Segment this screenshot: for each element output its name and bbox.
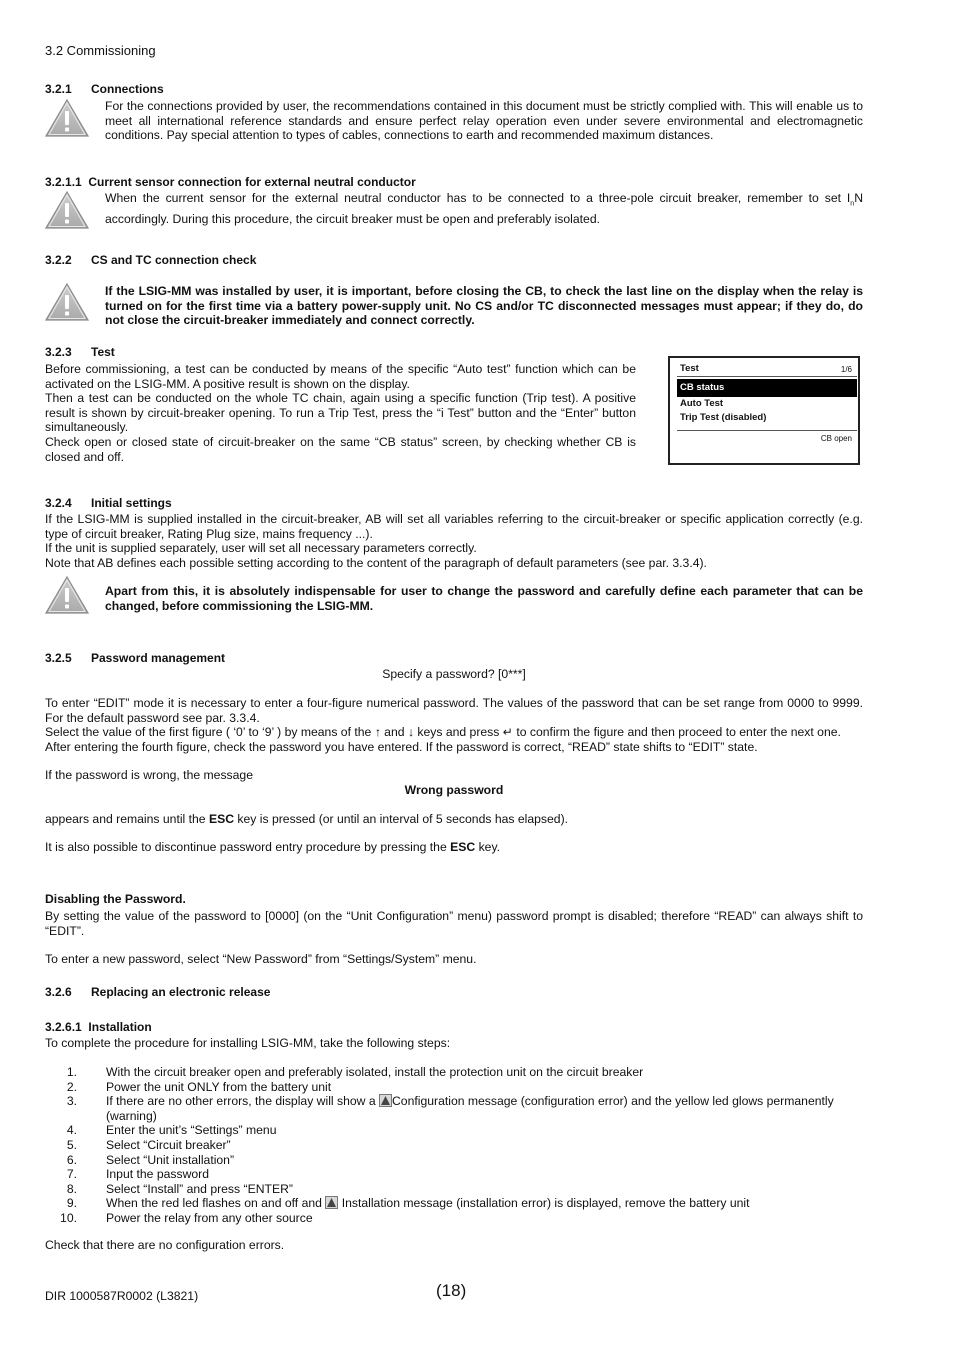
password-warning-text: Apart from this, it is absolutely indispensable for user to change the password and carefully define each parameter that can be changed, before commissioning the LSIG-MM. xyxy=(105,584,863,613)
enter-key-icon: ↵ xyxy=(502,725,513,740)
cs-tc-warning-text: If the LSIG-MM was installed by user, it is important, before closing the CB, to check the last line on the display when the relay is turned on for the first time via a battery power-supply unit. No CS and/or TC disconnected messages must appear; if they do, do not close the circuit-breaker immediately and connect correctly. xyxy=(105,284,863,328)
arrow-down-icon: ↓ xyxy=(407,725,414,740)
password-text: To enter “EDIT” mode it is necessary to enter a four-figure numerical password. The values of the password that can be set range from 0000 to 9999. For the default password see par. 3.3.4. Select the value of the first figure ( ‘0’ to ‘9’ ) by means of the ↑ and ↓ keys and press ↵ to confirm the figure and then proceed to enter the next one. After entering the fourth figure, check the password you have entered. If the password is correct, “READ” state shifts to “EDIT” state. xyxy=(45,696,863,754)
esc-text: appears and remains until the ESC key is pressed (or until an interval of 5 seconds has elapsed). xyxy=(45,812,569,826)
list-item: 8. Select “Install” and press “ENTER” xyxy=(66,1181,293,1196)
discontinue-text: It is also possible to discontinue password entry procedure by pressing the ESC key. xyxy=(45,840,501,854)
lcd-display xyxy=(668,356,860,465)
list-item: 7. Input the password xyxy=(66,1167,209,1182)
disabling-password-title: Disabling the Password. xyxy=(45,892,186,906)
heading-3-2-1-1: 3.2.1.1 Current sensor connection for external neutral conductor xyxy=(45,175,416,189)
heading-3-2-5: 3.2.5 Password management xyxy=(45,651,226,665)
neutral-sensor-text: When the current sensor for the external neutral conductor has to be connected to a three-pole circuit breaker, remember to set $I_nN$ accordingly. During this procedure, the circuit breaker must be open and preferably isolated. xyxy=(105,191,863,227)
list-item: 6. Select “Unit installation” xyxy=(66,1152,235,1167)
connections-text: For the connections provided by user, the recommendations contained in this document must be strictly complied with. This will enable us to meet all international reference standards and ensure perfect relay operation even under severe environmental and electromagnetic conditions. Pay special attention to types of cables, connections to earth and recommended maximum distances. xyxy=(105,99,863,143)
installation-steps xyxy=(45,1065,863,1226)
warning-icon xyxy=(45,99,89,137)
lcd-title: Test xyxy=(680,363,699,374)
installation-error-icon xyxy=(325,1196,338,1209)
heading-3-2-6: 3.2.6 Replacing an electronic release xyxy=(45,985,271,999)
wrong-password-message: Wrong password xyxy=(404,783,504,797)
heading-3-2-4: 3.2.4 Initial settings xyxy=(45,496,172,510)
heading-3-2-6-1: 3.2.6.1 Installation xyxy=(45,1020,152,1034)
section-title: 3.2 Commissioning xyxy=(45,43,156,58)
list-item: 3. If there are no other errors, the display will show a Configuration message (configuration error) and the yellow led glows permanently (warning) xyxy=(66,1094,834,1123)
heading-3-2-3: 3.2.3 Test xyxy=(45,345,115,359)
lcd-page: 1/6 xyxy=(840,365,852,374)
new-password-text: To enter a new password, select “New Password” from “Settings/System” menu. xyxy=(45,952,477,966)
warning-icon xyxy=(45,191,89,229)
list-item: 10. Power the relay from any other source xyxy=(60,1210,313,1225)
lcd-item: Auto Test xyxy=(680,398,724,409)
installation-outro: Check that there are no configuration errors. xyxy=(45,1238,285,1252)
warning-icon xyxy=(45,576,89,614)
list-item: 9. When the red led flashes on and off and Installation message (installation error) is displayed, remove the battery unit xyxy=(66,1196,750,1211)
installation-intro: To complete the procedure for installing LSIG-MM, take the following steps: xyxy=(45,1036,451,1050)
configuration-error-icon xyxy=(379,1094,392,1107)
wrong-password-intro: If the password is wrong, the message xyxy=(45,768,253,782)
lcd-item: Trip Test (disabled) xyxy=(680,412,767,423)
password-prompt: Specify a password? [0***] xyxy=(382,667,526,681)
warning-icon xyxy=(45,283,89,321)
lcd-item: CB status xyxy=(680,382,725,393)
heading-3-2-2: 3.2.2 CS and TC connection check xyxy=(45,253,257,267)
heading-3-2-1: 3.2.1 Connections xyxy=(45,82,164,96)
lcd-status: CB open xyxy=(820,434,852,443)
list-item: 4. Enter the unit’s “Settings” menu xyxy=(66,1123,277,1138)
list-item: 2. Power the unit ONLY from the battery unit xyxy=(66,1079,332,1094)
arrow-up-icon: ↑ xyxy=(374,725,381,740)
test-text: Before commissioning, a test can be conducted by means of the specific “Auto test” function which can be activated on the LSIG-MM. A positive result is shown on the display. Then a test can be conducted on the whole TC chain, again using a specific function (Trip test). A positive result is shown by circuit-breaker opening. To run a Trip Test, press the “i Test” button and the “Enter” button simultaneously. Check open or closed state of circuit-breaker on the same “CB status” screen, by checking whether CB is closed and off. xyxy=(45,362,636,464)
disabling-password-text: By setting the value of the password to [0000] (on the “Unit Configuration” menu) password prompt is disabled; therefore “READ” can always shift to “EDIT”. xyxy=(45,909,863,938)
list-item: 1. With the circuit breaker open and preferably isolated, install the protection unit on the circuit breaker xyxy=(66,1065,644,1079)
document-code: DIR 1000587R0002 (L3821) xyxy=(45,1289,199,1303)
list-item: 5. Select “Circuit breaker” xyxy=(66,1137,231,1152)
page-number: (18) xyxy=(436,1281,467,1300)
initial-settings-text: If the LSIG-MM is supplied installed in the circuit-breaker, AB will set all variables referring to the circuit-breaker or specific application correctly (e.g. type of circuit breaker, Rating Plug size, mains frequency ...). If the unit is supplied separately, user will set all necessary parameters correctly. Note that AB defines each possible setting according to the content of the paragraph of default parameters (see par. 3.3.4). xyxy=(45,512,863,570)
